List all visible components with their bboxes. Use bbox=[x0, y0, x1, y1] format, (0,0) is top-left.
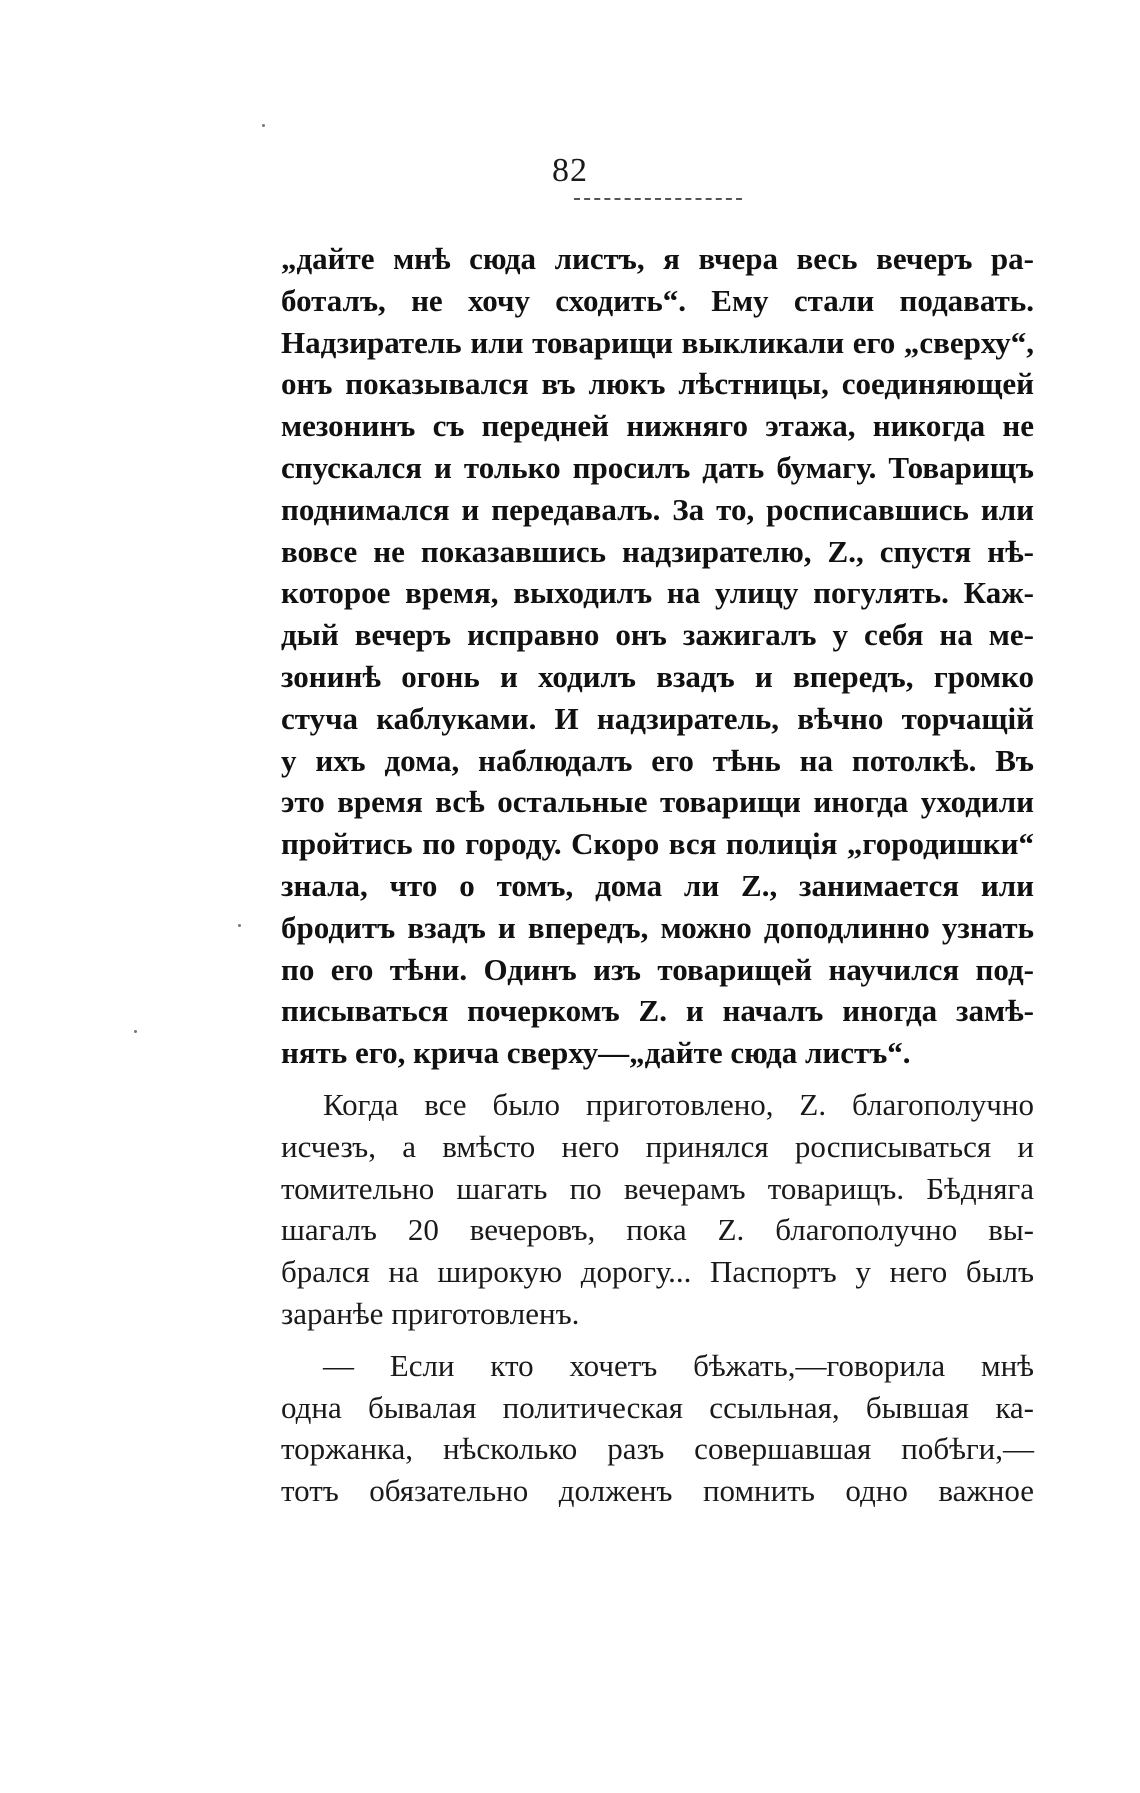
body-text bbox=[281, 238, 1034, 1512]
header-rule bbox=[574, 198, 742, 200]
text-line: это время всѣ остальные товарищи иногда уходили bbox=[281, 784, 1034, 820]
text-line: вовсе не показавшись надзирателю, Z., спустя нѣ- bbox=[281, 533, 1034, 569]
text-line: заранѣе приготовленъ. bbox=[281, 1295, 580, 1331]
text-line: дый вечеръ исправно онъ зажигалъ у себя на ме- bbox=[281, 617, 1034, 653]
paragraph-1 bbox=[281, 238, 1034, 1074]
text-line: брался на широкую дорогу... Паспортъ у него былъ bbox=[281, 1254, 1034, 1290]
text-line: поднимался и передавалъ. За то, росписавшись или bbox=[281, 491, 1034, 527]
text-line: мезонинъ съ передней нижняго этажа, никогда не bbox=[281, 408, 1034, 444]
text-line: писываться почеркомъ Z. и началъ иногда замѣ- bbox=[281, 993, 1034, 1029]
paragraph-2 bbox=[281, 1084, 1034, 1335]
page-number: 82 bbox=[552, 152, 588, 189]
text-line: пройтись по городу. Скоро вся полиція „городишки“ bbox=[281, 826, 1034, 862]
text-line: онъ показывался въ люкъ лѣстницы, соединяющей bbox=[281, 366, 1034, 402]
text-line: — Если кто хочетъ бѣжать,—говорила мнѣ bbox=[323, 1347, 1034, 1383]
text-line: знала, что о томъ, дома ли Z., занимается или bbox=[281, 867, 1034, 903]
paragraph-spacing bbox=[281, 1335, 1034, 1345]
text-line: у ихъ дома, наблюдалъ его тѣнь на потолкѣ. Въ bbox=[281, 742, 1034, 778]
text-line: боталъ, не хочу сходить“. Ему стали подавать. bbox=[281, 282, 1034, 318]
scan-speck bbox=[238, 924, 241, 927]
text-line: „дайте мнѣ сюда листъ, я вчера весь вечеръ ра- bbox=[281, 241, 1034, 276]
text-line: Когда все было приготовлено, Z. благополучно bbox=[323, 1086, 1034, 1122]
text-line: Надзиратель или товарищи выкликали его „сверху“, bbox=[281, 324, 1034, 360]
text-line: тотъ обязательно долженъ помнить одно важное bbox=[281, 1473, 1034, 1509]
text-line: одна бывалая политическая ссыльная, бывшая ка- bbox=[281, 1389, 1034, 1425]
text-line: спускался и только просилъ дать бумагу. Товарищъ bbox=[281, 449, 1034, 485]
text-line: исчезъ, а вмѣсто него принялся росписываться и bbox=[281, 1128, 1034, 1164]
scan-speck bbox=[134, 1030, 137, 1033]
scan-speck bbox=[262, 124, 265, 127]
paragraph-spacing bbox=[281, 1074, 1034, 1084]
paragraph-3 bbox=[281, 1345, 1034, 1512]
text-line: которое время, выходилъ на улицу погулять. Каж- bbox=[281, 575, 1034, 611]
text-line: зонинѣ огонь и ходилъ взадъ и впередъ, громко bbox=[281, 658, 1034, 694]
text-line: шагалъ 20 вечеровъ, пока Z. благополучно вы- bbox=[281, 1212, 1034, 1248]
text-line: томительно шагать по вечерамъ товарищъ. Бѣдняга bbox=[281, 1170, 1034, 1206]
text-line: по его тѣни. Одинъ изъ товарищей научился под- bbox=[281, 951, 1034, 987]
text-line: торжанка, нѣсколько разъ совершавшая побѣги,— bbox=[281, 1431, 1034, 1467]
text-line: бродитъ взадъ и впередъ, можно доподлинно узнать bbox=[281, 909, 1034, 945]
text-line: стуча каблуками. И надзиратель, вѣчно торчащій bbox=[281, 700, 1034, 736]
text-line: нять его, крича сверху—„дайте сюда листъ“. bbox=[281, 1035, 911, 1071]
